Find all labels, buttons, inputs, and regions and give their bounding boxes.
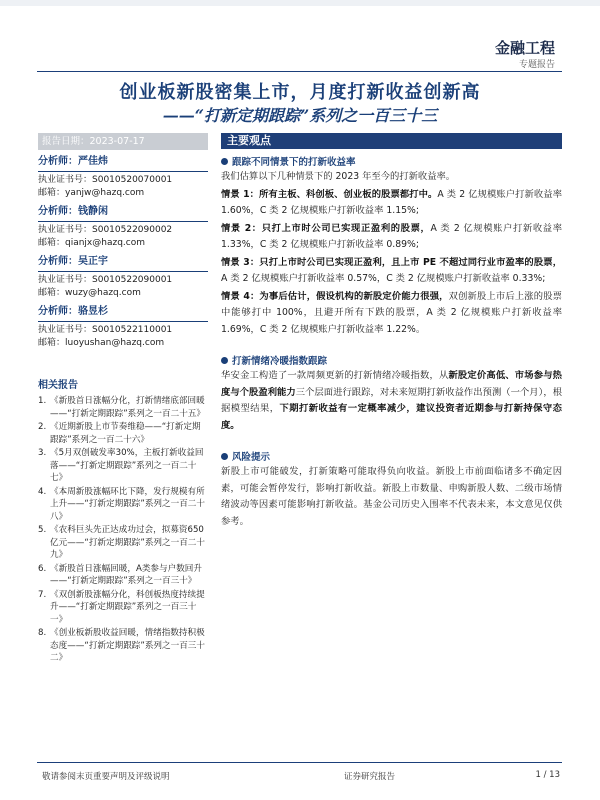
analyst-block (38, 154, 208, 200)
item-number: 2. (38, 422, 47, 432)
footer-label: 证券研究报告 (344, 772, 396, 782)
item-number: 4. (38, 486, 47, 497)
analyst-email[interactable]: 邮箱：luoyushan@hazq.com (38, 338, 165, 348)
related-reports-list (38, 395, 208, 665)
item-text: 《双创新股涨幅分化，科创板热度持续提升——“打新定期跟踪”系列之一百三十一》 (50, 589, 205, 625)
scenario-1-text: A 类 2 亿规模账户打新收益率 1.60%，C 类 2 亿规模账户打新收益率 1.15%; (221, 188, 562, 216)
subsection-title: 风险提示 (232, 452, 271, 463)
item-number: 7. (38, 589, 47, 600)
related-report-item[interactable] (38, 563, 208, 588)
analyst-name: 分析师：钱静闲 (38, 206, 108, 217)
page-number: 1 / 13 (535, 770, 560, 780)
related-report-item[interactable] (38, 447, 208, 485)
analyst-cert: 执业证书号：S0010520070001 (38, 175, 173, 185)
left-sidebar (38, 133, 208, 666)
scenario-2-text: A 类 2 亿规模账户打新收益率 1.33%，C 类 2 亿规模账户打新收益率 0.89%; (221, 222, 562, 250)
scenario-4-lead: 情景 4：为事后估计，假设机构的新股定价能力很强， (221, 290, 449, 302)
analyst-cert: 执业证书号：S0010522090001 (38, 275, 173, 285)
item-text: 《农科巨头先正达成功过会，拟募资650亿元——“打新定期跟踪”系列之一百二十九》 (50, 525, 205, 560)
scenario-3-text: A 类 2 亿规模账户打新收益率 0.57%，C 类 2 亿规模账户打新收益率 0.33%; (221, 273, 546, 284)
item-number: 6. (38, 563, 47, 574)
sentiment-bold-1: 新股定价高低、市场参与热度与个股盈利能力 (221, 370, 562, 398)
scenario-3 (221, 255, 562, 288)
item-text: 《本周新股涨幅环比下降，发行规模有所上升——“打新定期跟踪”系列之一百二十八》 (50, 486, 205, 522)
analyst-cert: 执业证书号：S0010522110001 (38, 325, 173, 335)
analyst-email[interactable]: 邮箱：qianjx@hazq.com (38, 238, 145, 248)
analyst-name: 分析师：严佳炜 (38, 156, 108, 167)
analyst-block (38, 304, 208, 350)
report-subtitle: ——“打新定期跟踪”系列之一百三十三 (162, 106, 438, 125)
intro-paragraph (221, 169, 562, 186)
analyst-divider (38, 321, 208, 322)
related-report-item[interactable] (38, 627, 208, 665)
scenario-2 (221, 221, 562, 254)
item-number: 8. (38, 628, 47, 638)
analyst-name: 分析师：骆昱杉 (38, 306, 108, 317)
risk-paragraph: 新股上市可能破发，打新策略可能取得负向收益。新股上市前面临诸多不确定因素，可能会暂停发行，影响打新收益。新股上市数量、申购新股人数、二级市场情绪波动等因素可能影响打新收益。基金公司历史入围率不代表未来，本文意见仅供参考。 (221, 466, 562, 527)
intro-text: 我们估算以下几种情景下的 2023 年至今的打新收益率。 (221, 171, 456, 182)
sentiment-text-2: 三个层面进行跟踪，对未来短期打新收益作出预测（一个月），根据模型结果， (221, 386, 562, 414)
subsection-title: 跟踪不同情景下的打新收益率 (232, 157, 356, 168)
report-date: 报告日期：2023-07-17 (38, 133, 208, 150)
related-report-item[interactable] (38, 486, 208, 524)
item-text: 《新股首日涨幅分化，打新情绪底部回暖——“打新定期跟踪”系列之一百二十五》 (50, 396, 205, 419)
scenario-1-lead: 情景 1：所有主板、科创板、创业板的股票都打中。 (221, 188, 438, 200)
related-report-item[interactable] (38, 421, 208, 446)
analyst-email[interactable]: 邮箱：yanjw@hazq.com (38, 188, 145, 198)
analyst-name: 分析师：吴正宇 (38, 256, 108, 267)
analyst-divider (38, 221, 208, 222)
scenario-4-text: 双创新股上市后上涨的股票中能够打中 100%，且避开所有下跌的股票，A 类 2 亿规模账户打新收益率 1.69%，C 类 2 亿规模账户打新收益率 1.22%。 (221, 290, 562, 335)
scenario-2-lead: 情景 2：只打上市时公司已实现正盈利的股票， (221, 222, 431, 234)
related-report-item[interactable] (38, 524, 208, 562)
subsection-heading (221, 353, 562, 367)
sentiment-bold-2: 下期打新收益有一定概率减少，建议投资者近期参与打新持保守态度。 (221, 403, 562, 431)
report-title: 创业板新股密集上市，月度打新收益创新高 (119, 82, 481, 103)
item-number: 5. (38, 525, 47, 535)
analyst-block (38, 204, 208, 250)
scenario-1 (221, 187, 562, 220)
bullet-icon (221, 158, 228, 165)
analyst-email[interactable]: 邮箱：wuzy@hazq.com (38, 288, 141, 298)
item-number: 1. (38, 396, 47, 406)
item-text: 《新股首日涨幅回暖，A类参与户数回升——“打新定期跟踪”系列之一百三十》 (50, 563, 202, 586)
report-type: 专题报告 (518, 60, 555, 70)
related-report-item[interactable] (38, 589, 208, 627)
scenario-4 (221, 289, 562, 339)
sentiment-text-1: 华安金工构造了一款周频更新的打新情绪冷暖指数，从 (221, 370, 449, 381)
analyst-block (38, 254, 208, 300)
footer-divider (37, 762, 562, 763)
analyst-divider (38, 271, 208, 272)
scenario-3-lead: 情景 3：只打上市时公司已实现正盈利，且上市 PE 不超过同行业市盈率的股票， (221, 256, 562, 268)
related-report-item[interactable] (38, 395, 208, 420)
sentiment-paragraph (221, 368, 562, 434)
item-number: 3. (38, 448, 47, 458)
section-title: 主要观点 (221, 133, 562, 149)
top-rule (0, 0, 600, 6)
bullet-icon (221, 357, 228, 364)
subsection-heading (221, 449, 562, 463)
item-text: 《5月双创破发率30%，主板打新收益回落——“打新定期跟踪”系列之一百二十七》 (50, 448, 204, 483)
item-text: 《创业板新股收益回暖，情绪指数持积极态度——“打新定期跟踪”系列之一百三十二》 (50, 628, 205, 663)
subsection-title: 打新情绪冷暖指数跟踪 (232, 356, 328, 367)
header-divider (37, 71, 562, 72)
footer-disclaimer[interactable]: 敬请参阅末页重要声明及评级说明 (42, 772, 170, 782)
analyst-cert: 执业证书号：S0010522090002 (38, 225, 173, 235)
main-content (221, 133, 562, 530)
brand-title: 金融工程 (494, 39, 555, 57)
related-reports-heading: 相关报告 (38, 380, 78, 391)
bullet-icon (221, 453, 228, 460)
analyst-divider (38, 171, 208, 172)
item-text: 《近期新股上市节奏维稳——“打新定期跟踪”系列之一百二十六》 (50, 422, 201, 445)
subsection-heading (221, 154, 562, 168)
